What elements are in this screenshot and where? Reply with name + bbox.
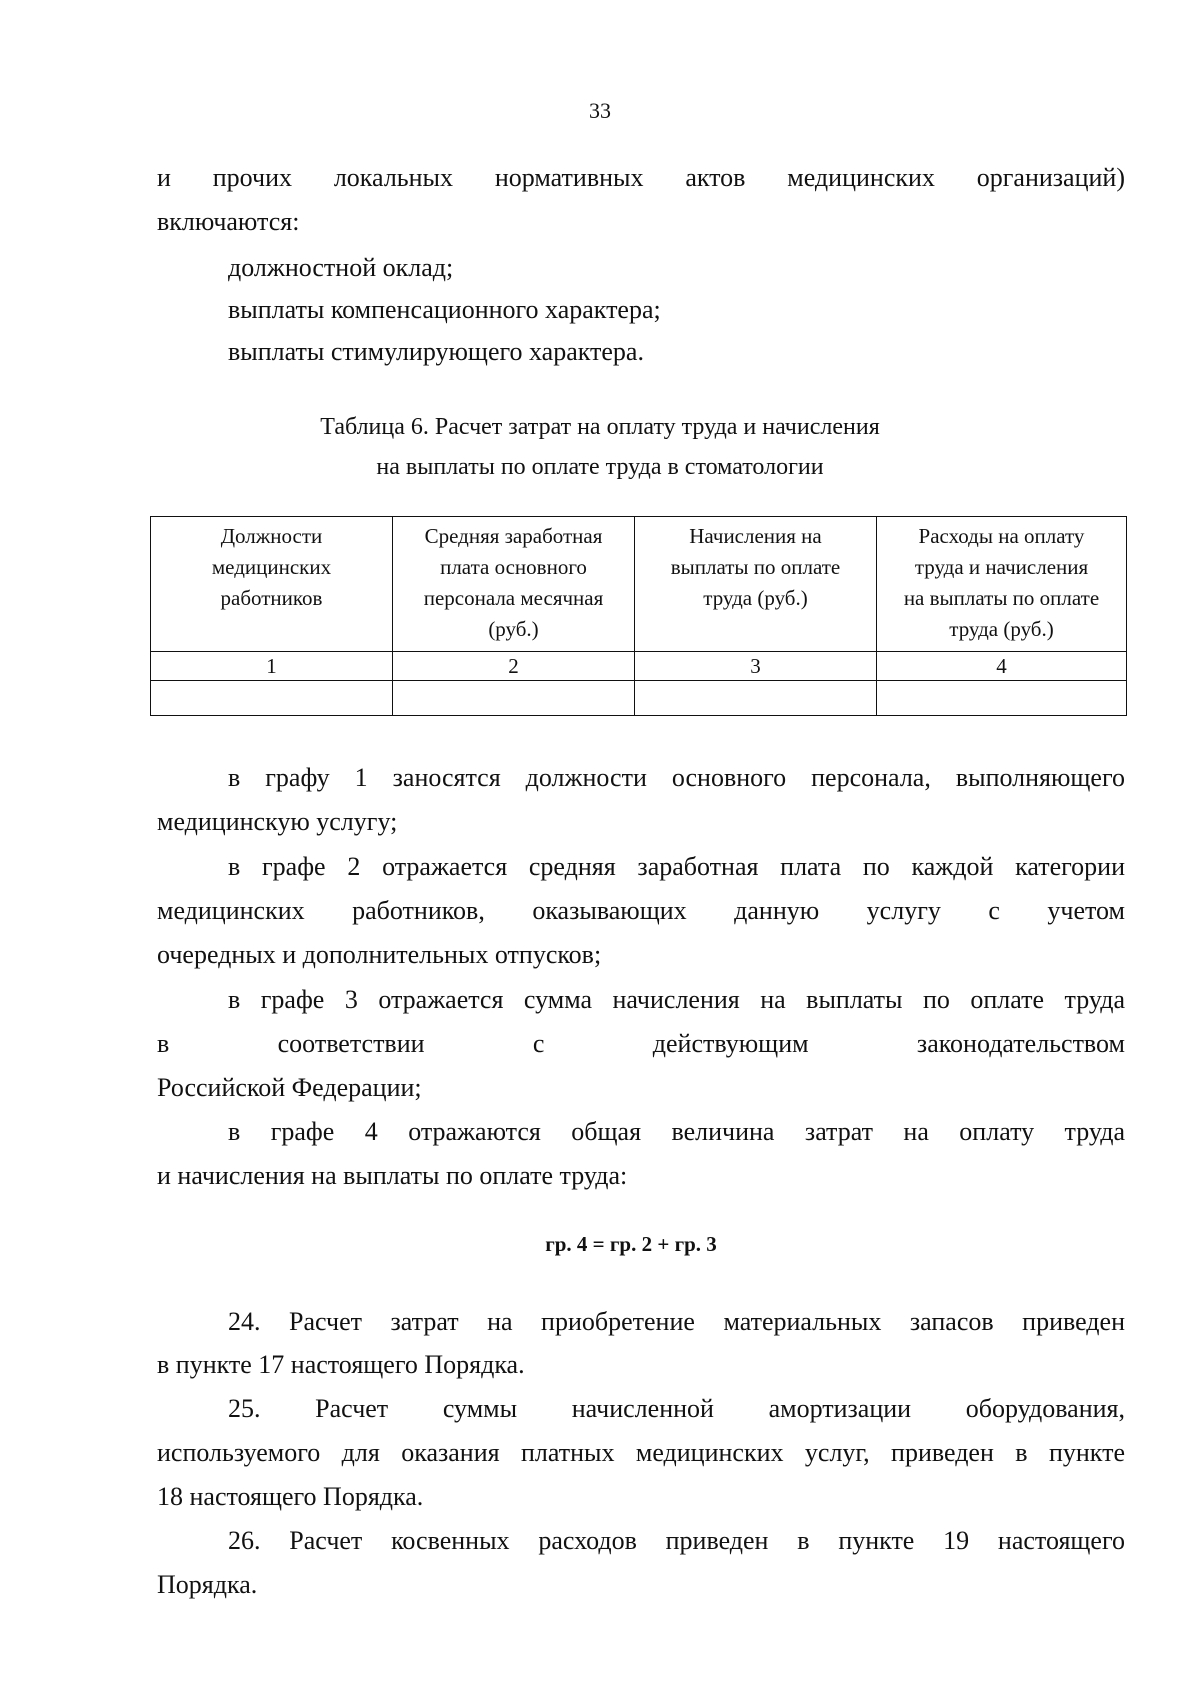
explanation-3-line-2: в соответствии с действующим законодательством (157, 1029, 1125, 1058)
explanation-2-line-1: в графе 2 отражается средняя заработная плата по каждой категории (228, 852, 1125, 881)
intro-line-2: включаются: (157, 207, 300, 236)
section-25-line-3: 18 настоящего Порядка. (157, 1482, 424, 1511)
intro-line-1: и прочих локальных нормативных актов медицинских организаций) (157, 163, 1125, 192)
explanation-3-line-1: в графе 3 отражается сумма начисления на выплаты по оплате труда (228, 985, 1125, 1014)
column-number: 4 (877, 652, 1127, 681)
table-cell (877, 681, 1127, 716)
intro-item-3: выплаты стимулирующего характера. (228, 337, 644, 366)
explanation-2-line-3: очередных и дополнительных отпусков; (157, 940, 602, 969)
explanation-1-line-1: в графу 1 заносятся должности основного персонала, выполняющего (228, 763, 1125, 792)
section-24-line-1: 24. Расчет затрат на приобретение материальных запасов приведен (228, 1307, 1125, 1336)
table-header-row (151, 517, 1127, 652)
formula: гр. 4 = гр. 2 + гр. 3 (545, 1232, 717, 1256)
header-positions: Должности медицинских работников (151, 517, 393, 652)
header-avg-salary: Средняя заработная плата основного персонала месячная (руб.) (393, 517, 635, 652)
header-total-costs: Расходы на оплату труда и начисления на выплаты по оплате труда (руб.) (877, 517, 1127, 652)
cost-table (150, 516, 1127, 716)
table-caption-line-2: на выплаты по оплате труда в стоматологии (376, 454, 824, 480)
intro-item-1: должностной оклад; (228, 253, 454, 282)
section-26-line-1: 26. Расчет косвенных расходов приведен в пункте 19 настоящего (228, 1526, 1125, 1555)
explanation-4-line-1: в графе 4 отражаются общая величина затрат на оплату труда (228, 1117, 1125, 1146)
column-number: 2 (393, 652, 635, 681)
section-26-line-2: Порядка. (157, 1570, 258, 1599)
table-caption-line-1: Таблица 6. Расчет затрат на оплату труда и начисления (320, 414, 880, 440)
section-25-line-1: 25. Расчет суммы начисленной амортизации оборудования, (228, 1394, 1125, 1423)
intro-item-2: выплаты компенсационного характера; (228, 295, 661, 324)
table-cell (151, 681, 393, 716)
page-number: 33 (589, 98, 611, 123)
section-24-line-2: в пункте 17 настоящего Порядка. (157, 1350, 525, 1379)
table-empty-row (151, 681, 1127, 716)
table-cell (393, 681, 635, 716)
explanation-3-line-3: Российской Федерации; (157, 1073, 422, 1102)
column-number: 3 (635, 652, 877, 681)
column-number: 1 (151, 652, 393, 681)
section-25-line-2: используемого для оказания платных медицинских услуг, приведен в пункте (157, 1438, 1125, 1467)
explanation-2-line-2: медицинских работников, оказывающих данную услугу с учетом (157, 896, 1125, 925)
explanation-4-line-2: и начисления на выплаты по оплате труда: (157, 1161, 628, 1190)
explanation-1-line-2: медицинскую услугу; (157, 807, 398, 836)
table-cell (635, 681, 877, 716)
table-number-row (151, 652, 1127, 681)
header-accruals: Начисления на выплаты по оплате труда (руб.) (635, 517, 877, 652)
